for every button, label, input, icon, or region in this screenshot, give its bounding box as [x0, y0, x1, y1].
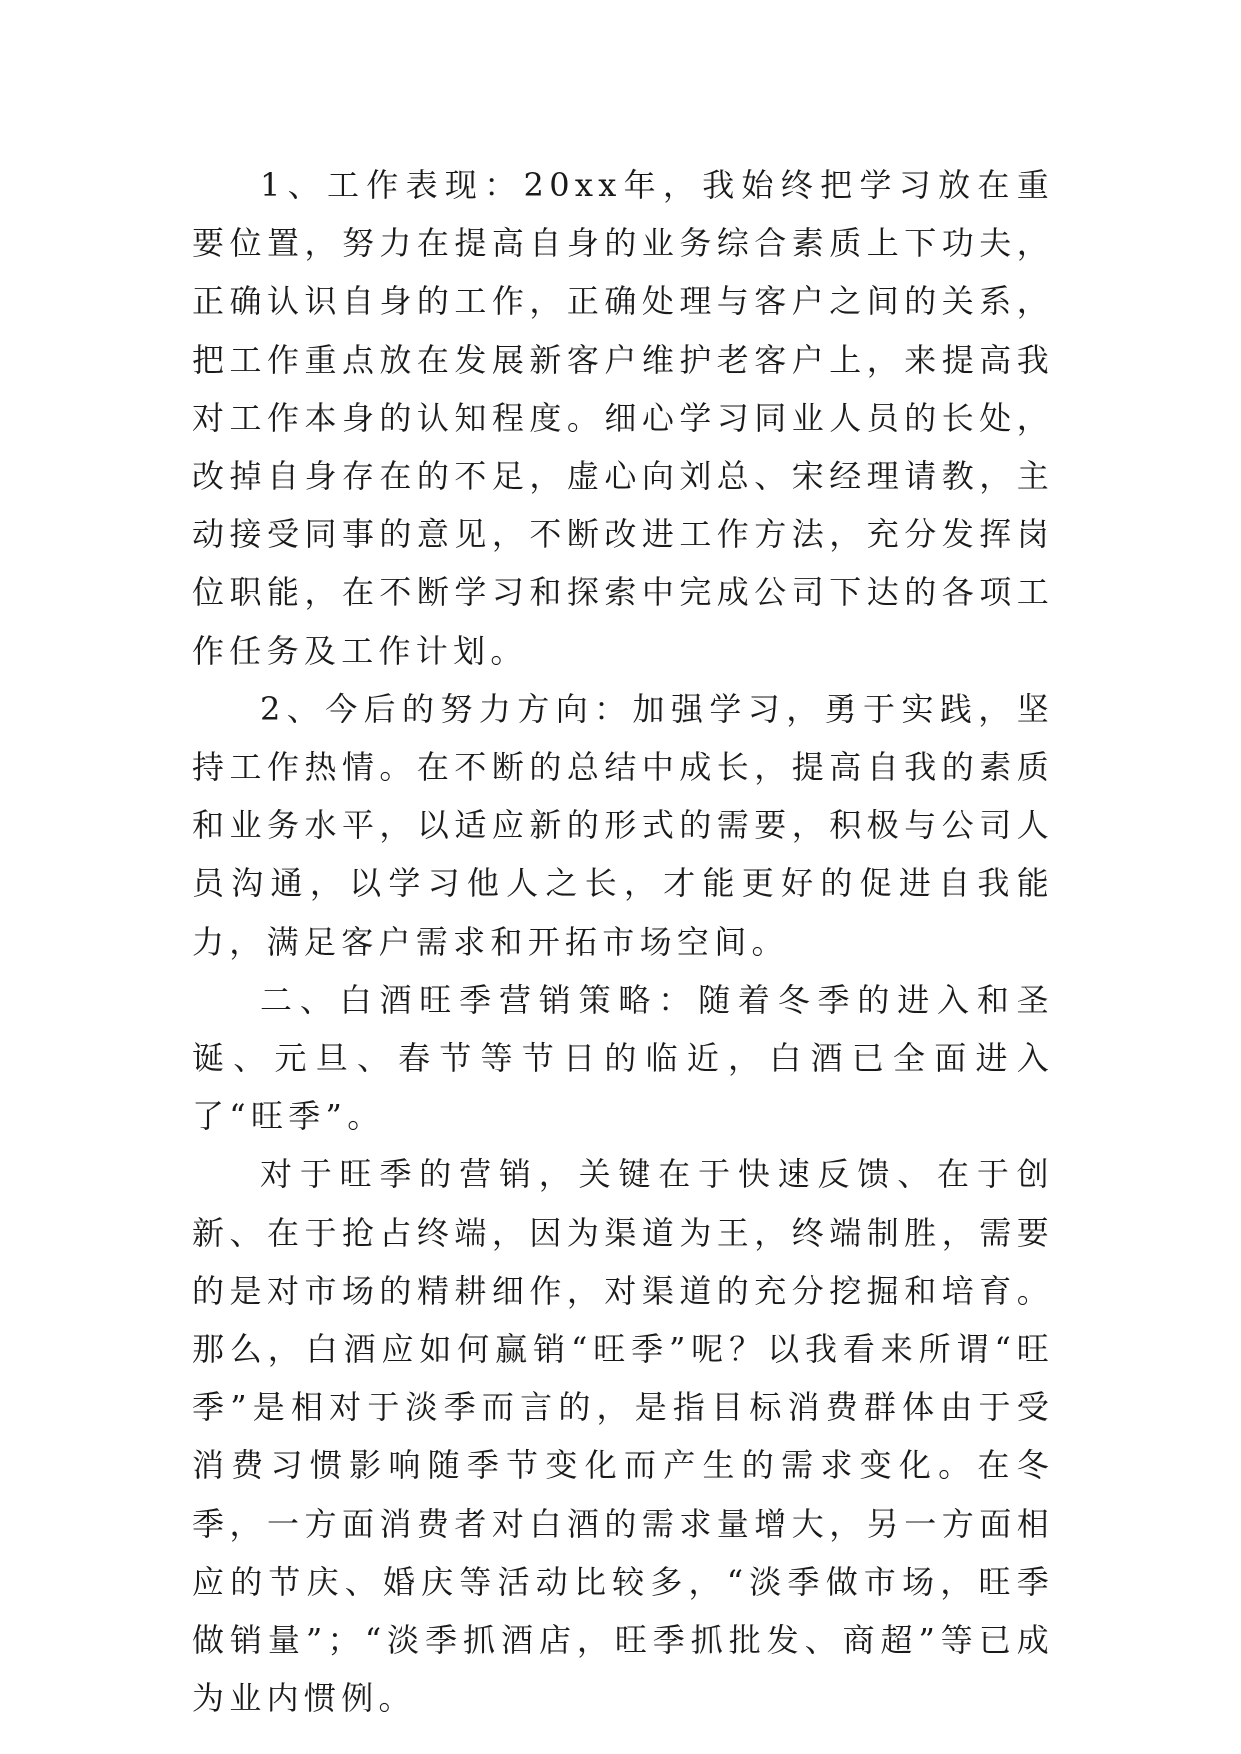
document-body: [192, 156, 1054, 1727]
paragraph-peak-season-marketing: 对于旺季的营销，关键在于快速反馈、在于创新、在于抢占终端，因为渠道为王，终端制胜，需要的是对市场的精耕细作，对渠道的充分挖掘和培育。那么，白酒应如何赢销“旺季”呢？以我看来所谓“旺季”是相对于淡季而言的，是指目标消费群体由于受消费习惯影响随季节变化而产生的需求变化。在冬季，一方面消费者对白酒的需求量增大，另一方面相应的节庆、婚庆等活动比较多，“淡季做市场，旺季做销量”；“淡季抓酒店，旺季抓批发、商超”等已成为业内惯例。: [192, 1155, 1054, 1718]
paragraph-future-direction: 2、今后的努力方向：加强学习，勇于实践，坚持工作热情。在不断的总结中成长，提高自我的素质和业务水平，以适应新的形式的需要，积极与公司人员沟通，以学习他人之长，才能更好的促进自我能力，满足客户需求和开拓市场空间。: [192, 689, 1054, 961]
paragraph-peak-season-strategy: 二、白酒旺季营销策略：随着冬季的进入和圣诞、元旦、春节等节日的临近，白酒已全面进入了“旺季”。: [192, 980, 1054, 1136]
paragraph-work-performance: 1、工作表现：20xx年，我始终把学习放在重要位置，努力在提高自身的业务综合素质上下功夫，正确认识自身的工作，正确处理与客户之间的关系，把工作重点放在发展新客户维护老客户上，来提高我对工作本身的认知程度。细心学习同业人员的长处，改掉自身存在的不足，虚心向刘总、宋经理请教，主动接受同事的意见，不断改进工作方法，充分发挥岗位职能，在不断学习和探索中完成公司下达的各项工作任务及工作计划。: [192, 166, 1054, 670]
